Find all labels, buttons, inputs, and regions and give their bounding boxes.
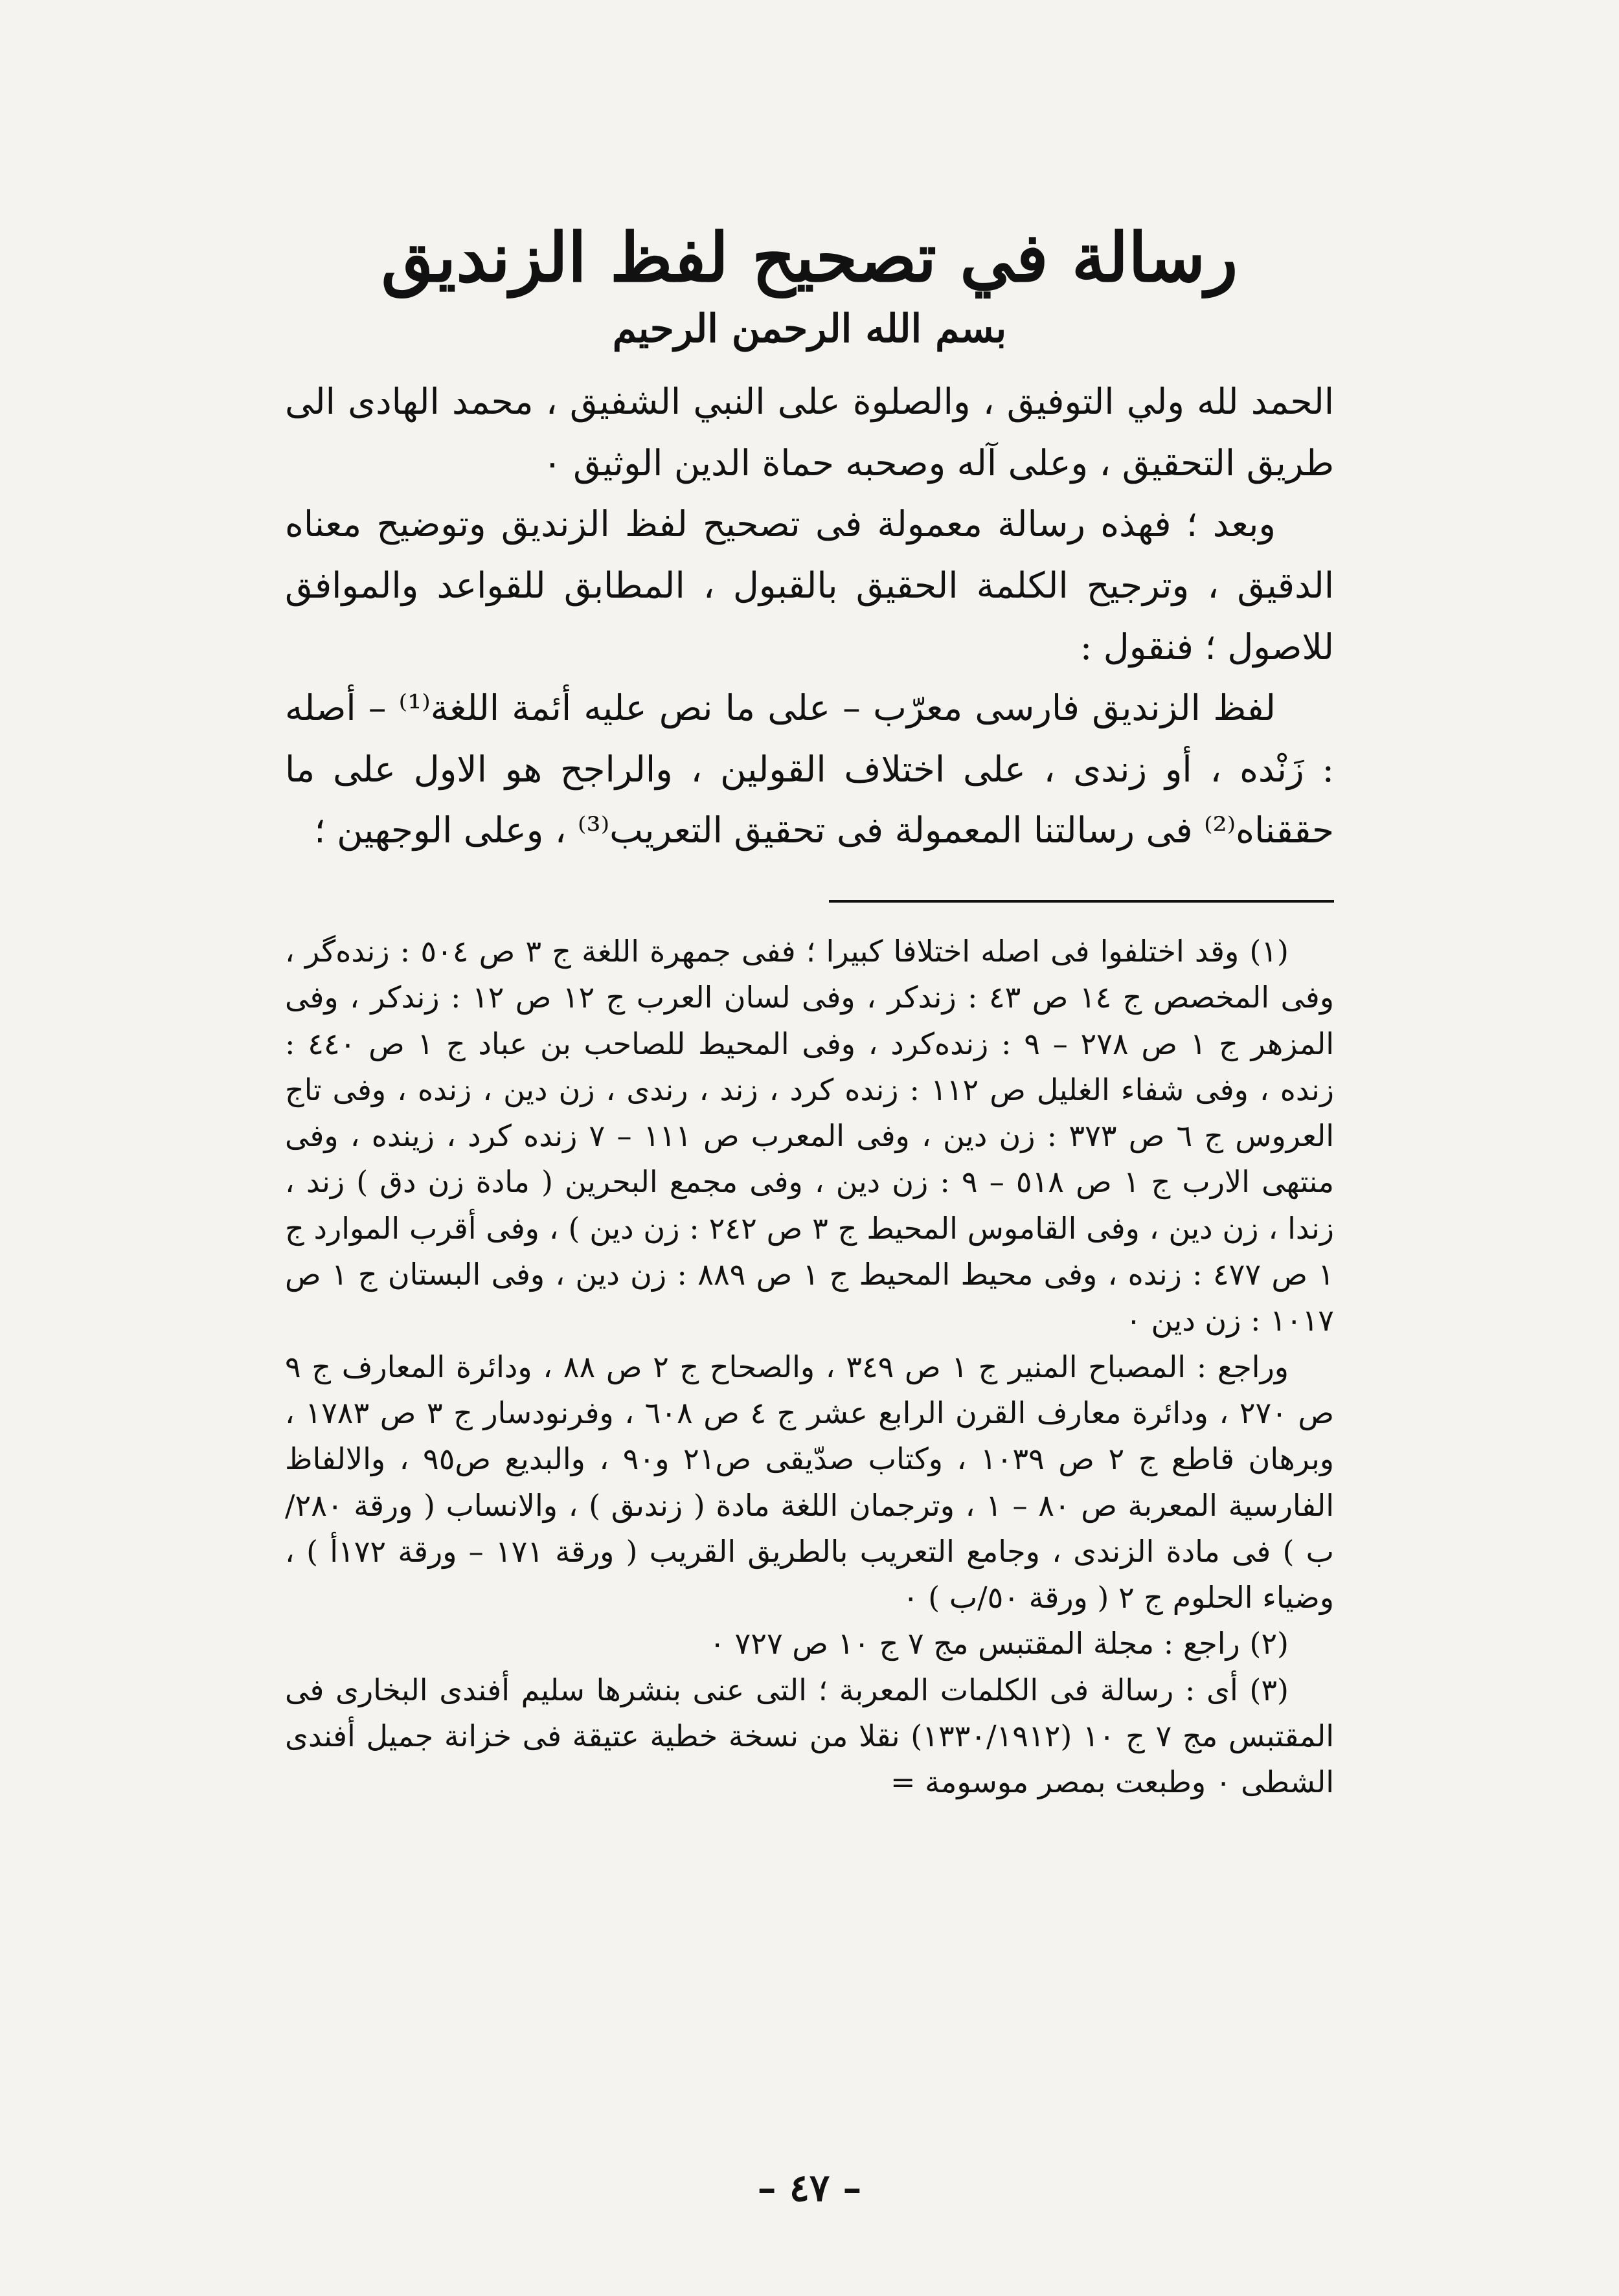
footnote-3: (٣) أى : رسالة فى الكلمات المعربة ؛ التى عنى بنشرها سليم أفندى البخارى فى المقتبس مج ٧ ج ١٠ (١٣٣٠/١٩١٢) نقلا من نسخة خطية عتيقة فى خزانة جميل أفندى الشطى ٠ وطبعت بمصر موسومة = bbox=[285, 1672, 1334, 1800]
basmala: بسم الله الرحمن الرحيم bbox=[612, 306, 1007, 352]
footnote-2: (٢) راجع : مجلة المقتبس مج ٧ ج ١٠ ص ٧٢٧ ٠ bbox=[709, 1626, 1289, 1661]
paragraph-main: لفظ الزنديق فارسى معرّب – على ما نص عليه أئمة اللغة⁽¹⁾ – أصله : زَنْده ، أو زندى ، على اختلاف القولين ، والراجح هو الاول على ما حققناه⁽²⁾ فى رسالتنا المعمولة فى تحقيق التعريب⁽³⁾ ، وعلى الوجهين ؛ bbox=[285, 687, 1334, 851]
footnote-divider bbox=[829, 900, 1334, 903]
page-content bbox=[285, 214, 1334, 1806]
paragraph-opening: الحمد لله ولي التوفيق ، والصلوة على النبي الشفيق ، محمد الهادى الى طريق التحقيق ، وعلى آله وصحبه حماة الدين الوثيق ٠ bbox=[285, 381, 1334, 484]
footnotes bbox=[285, 929, 1334, 1806]
footnote-1: (١) وقد اختلفوا فى اصله اختلافا كبيرا ؛ ففى جمهرة اللغة ج ٣ ص ٥٠٤ : زنده‌گر ، وفى المخصص ج ١٤ ص ٤٣ : زندكر ، وفى لسان العرب ج ١٢ ص ١٢ : زندكر ، وفى المزهر ج ١ ص ٢٧٨ – ٩ : زنده‌كرد ، وفى المحيط للصاحب بن عباد ج ١ ص ٤٤٠ : زنده ، وفى شفاء الغليل ص ١١٢ : زنده كرد ، زند ، رندى ، زن دين ، زنده ، وفى تاج العروس ج ٦ ص ٣٧٣ : زن دين ، وفى المعرب ص ١١١ – ٧ زنده كرد ، زينده ، وفى منتهى الارب ج ١ ص ٥١٨ – ٩ : زن دين ، وفى مجمع البحرين ( مادة زن دق ) زند ، زندا ، زن دين ، وفى القاموس المحيط ج ٣ ص ٢٤٢ : زن دين ) ، وفى أقرب الموارد ج ١ ص ٤٧٧ : زنده ، وفى محيط المحيط ج ١ ص ٨٨٩ : زن دين ، وفى البستان ج ١ ص ١٠١٧ : زن دين ٠ bbox=[285, 933, 1335, 1338]
body-text bbox=[285, 371, 1334, 861]
paragraph-intro: وبعد ؛ فهذه رسالة معمولة فى تصحيح لفظ الزنديق وتوضيح معناه الدقيق ، وترجيح الكلمة الحقيق بالقبول ، المطابق للقواعد والموافق للاصول ؛ فنقول : bbox=[285, 503, 1334, 668]
page-title: رسالة في تصحيح لفظ الزنديق bbox=[381, 218, 1238, 297]
footnote-1-references: وراجع : المصباح المنير ج ١ ص ٣٤٩ ، والصحاح ج ٢ ص ٨٨ ، ودائرة المعارف ج ٩ ص ٢٧٠ ، ودائرة معارف القرن الرابع عشر ج ٤ ص ٦٠٨ ، وفرنودسار ج ٣ ص ١٧٨٣ ، وبرهان قاطع ج ٢ ص ١٠٣٩ ، وكتاب صدّيقى ص٢١ و٩٠ ، والبديع ص٩٥ ، والالفاظ الفارسية المعربة ص ٨٠ – ١ ، وترجمان اللغة مادة ( زندىق ) ، والانساب ( ورقة ٢٨٠/ب ) فى مادة الزندى ، وجامع التعريب بالطريق القريب ( ورقة ١٧١ – ورقة ١٧٢أ ) ، وضياء الحلوم ج ٢ ( ورقة ٥٠/ب ) ٠ bbox=[285, 1349, 1335, 1615]
page-number: – ٤٧ – bbox=[757, 2166, 862, 2210]
